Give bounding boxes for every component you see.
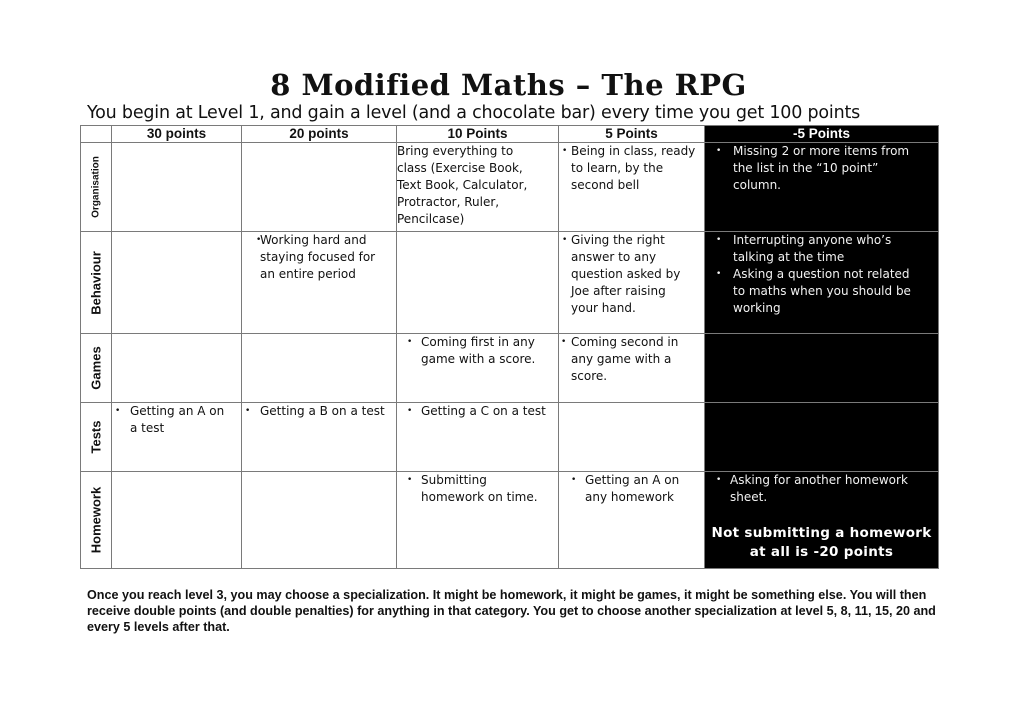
cell-behaviour-20: • Working hard and staying focused for an entire period <box>242 232 397 334</box>
bullet: • <box>561 337 567 347</box>
bullet: • <box>407 337 413 347</box>
row-behaviour <box>81 232 939 334</box>
col-header-5: 5 Points <box>559 126 705 143</box>
page-subtitle: You begin at Level 1, and gain a level (and a chocolate bar) every time you get 100 points <box>87 103 861 123</box>
cell-homework-30 <box>112 472 242 569</box>
cell-tests-20: • Getting a B on a test <box>242 403 397 472</box>
cell-tests-minus-5 <box>705 403 939 472</box>
cell-games-20 <box>242 334 397 403</box>
bullet: • <box>245 406 251 416</box>
cell-behaviour-5: • Giving the right answer to any question asked by Joe after raising your hand. <box>559 232 705 334</box>
bullet: • <box>562 235 568 245</box>
cell-behaviour-10 <box>397 232 559 334</box>
cell-games-5: • Coming second in any game with a score. <box>559 334 705 403</box>
bullet: • <box>407 406 413 416</box>
bullet: • <box>716 146 722 156</box>
cell-tests-10: • Getting a C on a test <box>397 403 559 472</box>
row-label-behaviour: Behaviour <box>81 232 112 334</box>
row-label-organisation: Organisation <box>81 143 112 232</box>
bullet: • <box>407 475 413 485</box>
cell-games-30 <box>112 334 242 403</box>
cell-organisation-20 <box>242 143 397 232</box>
cell-behaviour-minus-5: • Interrupting anyone who’s talking at the time • Asking a question not related to maths when you should be working <box>705 232 939 334</box>
cell-organisation-10: Bring everything to class (Exercise Book, Text Book, Calculator, Protractor, Ruler, Pencilcase) <box>397 143 559 232</box>
bullet: • <box>716 475 722 485</box>
row-games <box>81 334 939 403</box>
cell-homework-10: • Submitting homework on time. <box>397 472 559 569</box>
row-label-tests: Tests <box>81 403 112 472</box>
cell-organisation-30 <box>112 143 242 232</box>
row-tests <box>81 403 939 472</box>
row-label-games: Games <box>81 334 112 403</box>
bullet: • <box>571 475 577 485</box>
cell-homework-minus-5: • Asking for another homework sheet. Not submitting a homework at all is -20 points <box>705 472 939 569</box>
bullet: • <box>256 235 262 245</box>
points-table <box>80 125 939 569</box>
cell-games-minus-5 <box>705 334 939 403</box>
row-organisation <box>81 143 939 232</box>
cell-tests-5 <box>559 403 705 472</box>
col-header-30: 30 points <box>112 126 242 143</box>
page-title: 8 Modified Maths – The RPG <box>270 68 747 102</box>
bullet: • <box>716 269 722 279</box>
row-homework <box>81 472 939 569</box>
col-header-20: 20 points <box>242 126 397 143</box>
col-header-minus-5: -5 Points <box>705 126 939 143</box>
cell-games-10: • Coming first in any game with a score. <box>397 334 559 403</box>
header-row <box>81 126 939 143</box>
cell-homework-20 <box>242 472 397 569</box>
specialization-note: Once you reach level 3, you may choose a specialization. It might be homework, it might be games, it might be something else. You will then receive double points (and double penalties) for anything in that category. You get to choose another specialization at level 5, 8, 11, 15, 20 and every 5 levels after that. <box>87 588 936 634</box>
bullet: • <box>716 235 722 245</box>
cell-tests-30: • Getting an A on a test <box>112 403 242 472</box>
cell-behaviour-30 <box>112 232 242 334</box>
corner-cell <box>81 126 112 143</box>
cell-organisation-5: • Being in class, ready to learn, by the second bell <box>559 143 705 232</box>
penalty-note: Not submitting a homework at all is -20 points <box>711 525 932 560</box>
bullet: • <box>562 146 568 156</box>
bullet: • <box>115 406 121 416</box>
col-header-10: 10 Points <box>397 126 559 143</box>
cell-homework-5: • Getting an A on any homework <box>559 472 705 569</box>
row-label-homework: Homework <box>81 472 112 569</box>
cell-organisation-minus-5: • Missing 2 or more items from the list in the “10 point” column. <box>705 143 939 232</box>
